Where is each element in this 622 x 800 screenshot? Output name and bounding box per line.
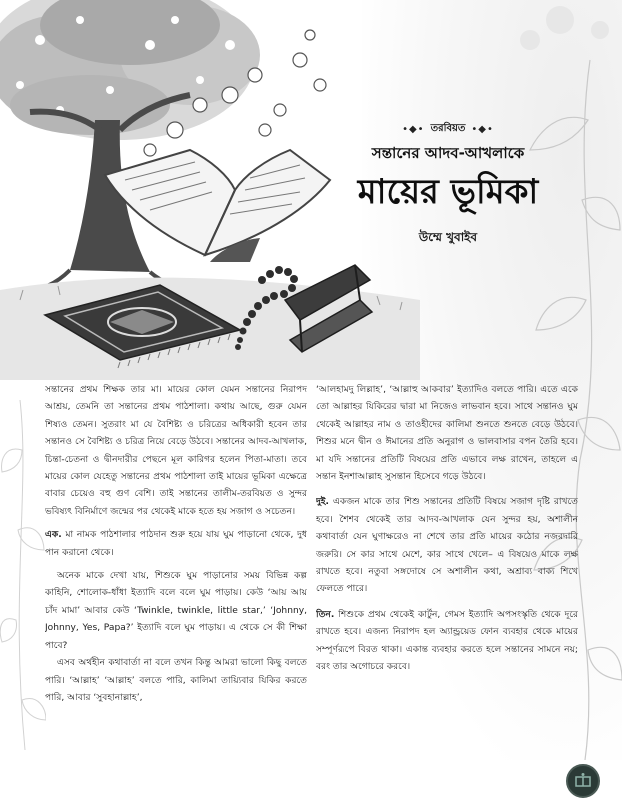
paragraph: সন্তানের প্রথম শিক্ষক তার মা। মায়ের কোল যেমন সন্তানের নিরাপদ আশ্রয়, তেমনি তা সন্তানের প্রথম পাঠশালা। কথায় আছে, গুরু যেমন শিষ্যও তেমন। সুতরাং মা যে বৈশিষ্ট্য ও চরিত্রের অধিকারী হবেন তার সন্তানও সে বৈশিষ্ট্য ও চরিত্র নিয়ে বেড়ে উঠবে। সন্তানের আদব-আখলাক, চিন্তা-চেতনা ও দ্বীনদারীর পেছনে মূল কারিগর হলেন পিতা-মাতা। তবে মায়ের কোল যেহেতু সন্তানের প্রথম পাঠশালা তাই মায়ের ভূমিকা এক্ষেত্রে বাবার চেয়েও বহু গুণ বেশি। তাই সন্তানের তালীম-তরবিয়ত ও সুন্দর ভবিষ্যৎ বিনির্মাণে জন্মের পর থেকেই মাকে হতে হয় সজাগ ও সচেতন।	[45, 385, 307, 517]
article-heading	[318, 120, 578, 265]
article-column-right	[316, 382, 578, 742]
paragraph	[45, 527, 307, 562]
paragraph-text: মা নামক পাঠশালার পাঠদান শুরু হয়ে যায় ঘুম পাড়ানো থেকে, দুধ পান করানো থেকে।	[45, 530, 307, 558]
open-book-icon	[105, 150, 330, 262]
paragraph: ‘আলহামদু লিল্লাহ’, ‘আল্লাহু আকবার’ ইত্যাদিও বলতে পারি। এতে একে তো আল্লাহর যিকিরের দ্বারা মা নিজেও লাভবান হবে। সাথে সন্তানও ঘুম থেকেই আল্লাহর নাম ও তাওহীদের কালিমা শুনতে শুনতে বেড়ে উঠবে। শিশুর মনে দ্বীন ও ঈমানের প্রতি অনুরাগ ও ভালবাসার বপন তৈরি হবে। মা যদি সন্তানের প্রতিটি বিষয়ের প্রতি এভাবে লক্ষ রাখেন, তাহলে এ সন্তান ইনশাআল্লাহ সুসন্তান হিসেবে গড়ে উঠবে।	[316, 385, 578, 483]
paragraph-text: শিশুকে প্রথম থেকেই কার্টুন, গেমস ইত্যাদি অপসংস্কৃতি থেকে দূরে রাখতে হবে। এজন্য নিরাপদ হল অ্যান্ড্রয়েড ফোন ব্যবহার থেকে মায়ের সম্পূর্ণরূপে বিরত থাকা। একান্ত ব্যবহার করতে হলে সন্তানের সামনে নয়; বরং তার অগোচরে করবে।	[316, 609, 578, 673]
leaf-sprig-icon	[0, 390, 46, 760]
paragraph-lead: দুই.	[316, 497, 329, 508]
paragraph	[316, 607, 578, 677]
kicker-ornament-right: •◆•	[471, 123, 494, 135]
kicker-ornament-left: •◆•	[402, 123, 425, 135]
paragraph	[316, 494, 578, 598]
article-column-left	[45, 382, 307, 742]
article-subtitle: সন্তানের আদব-আখলাকে	[371, 144, 525, 162]
paragraph: অনেক মাকে দেখা যায়, শিশুকে ঘুম পাড়ানোর সময় বিভিন্ন কল্প কাহিনি, শোলোক-ধাঁধা ইত্যাদি বলে বলে ঘুম পাড়ায়। কেউ ‘আয় আয় চাঁদ মামা’ আবার কেউ ‘Twinkle, twinkle, little star,’ ‘Johnny, Johnny, Yes, Papa?’ ইত্যাদি বলে ঘুম পাড়ায়। এ থেকে সে কী শিক্ষা পাবে?	[45, 571, 307, 651]
article-title: মায়ের ভূমিকা	[357, 172, 539, 212]
publisher-logo-icon	[566, 764, 600, 798]
section-kicker: তরবিয়ত	[430, 122, 466, 134]
paragraph-text: একজন মাকে তার শিশু সন্তানের প্রতিটি বিষয়ে সজাগ দৃষ্টি রাখতে হবে। শৈশব থেকেই তার আদব-আখলাক যেন সুন্দর হয়, অশালীন কথাবার্তা যেন ঘুণাক্ষরেও না শেখে তার প্রতি মায়ের কঠোর নজরদারি জরুরি। সে কার সাথে মেশে, কার সাথে খেলে– এ বিষয়েও মাকে লক্ষ রাখতে হবে। নতুবা সঙ্গদোষে সে অশালীন কথা, অশ্রাব্য বাক্য শিখে ফেলতে পারে।	[316, 497, 578, 595]
paragraph: এসব অর্থহীন কথাবার্তা না বলে তখন কিন্তু আমরা ভালো কিছু বলতে পারি। ‘আল্লাহ’ ‘আল্লাহ’ বলতে পারি, কালিমা তায়্যিবার যিকির করতে পারি, আবার ‘সুবহানাল্লাহ’,	[45, 658, 307, 703]
paragraph-lead: এক.	[45, 530, 62, 541]
book-logo-icon	[573, 771, 593, 791]
paragraph-lead: তিন.	[316, 609, 335, 620]
kicker-row	[318, 120, 578, 138]
article-author: উম্মে খুবাইব	[418, 230, 478, 244]
